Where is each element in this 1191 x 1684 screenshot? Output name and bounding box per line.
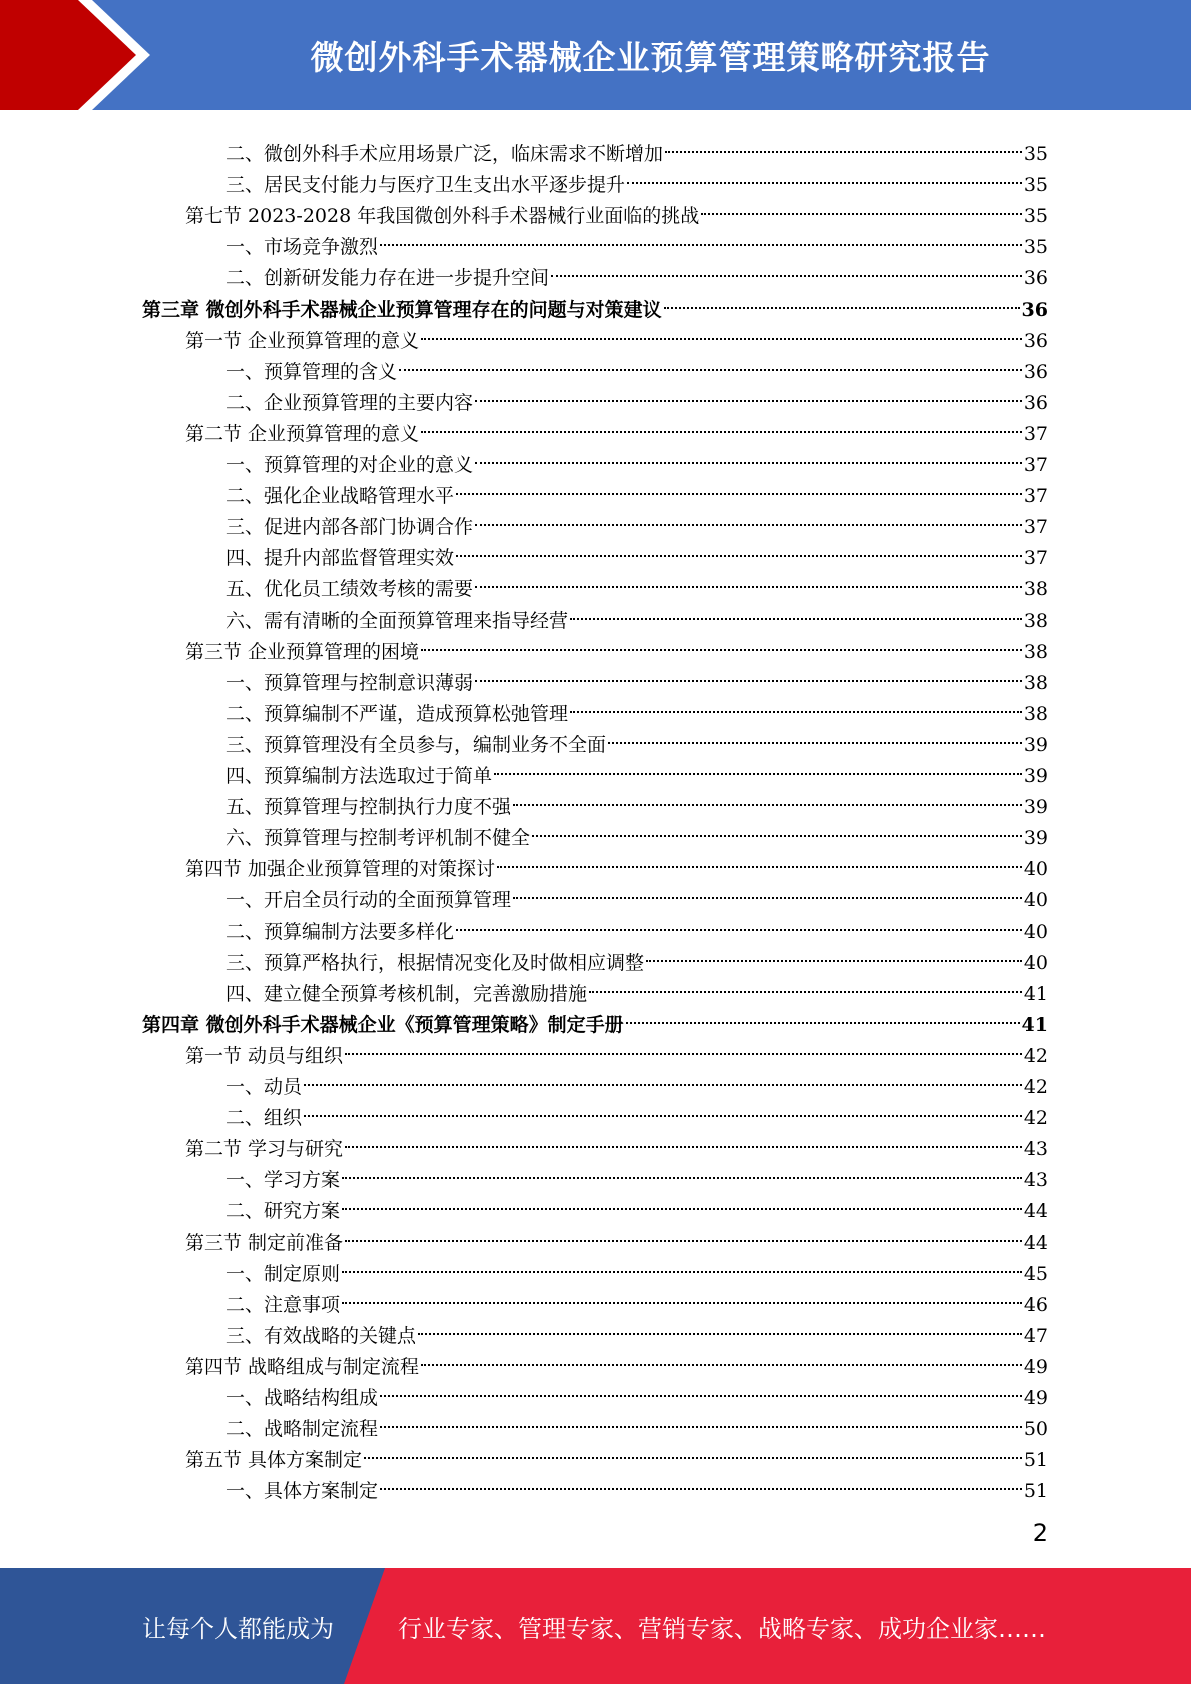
toc-subsection-entry[interactable] — [226, 253, 1048, 290]
toc-subsection-entry[interactable] — [226, 1155, 1048, 1192]
toc-dot-leader — [342, 1186, 1022, 1217]
toc-dot-leader — [345, 1218, 1022, 1249]
toc-entry-title: 第四章 微创外科手术器械企业《预算管理策略》制定手册 — [142, 1013, 624, 1036]
toc-dot-leader — [475, 658, 1022, 689]
toc-dot-leader — [475, 502, 1022, 533]
toc-entry-page: 37 — [1023, 547, 1048, 570]
report-title: 微创外科手术器械企业预算管理策略研究报告 — [310, 37, 991, 77]
toc-dot-leader — [456, 471, 1022, 502]
toc-subsection-entry[interactable] — [226, 1249, 1048, 1285]
toc-dot-leader — [345, 1124, 1022, 1155]
toc-dot-leader — [494, 751, 1022, 782]
toc-subsection-entry[interactable] — [226, 596, 1048, 632]
toc-entry-page: 36 — [1023, 267, 1048, 290]
toc-entry-page: 36 — [1023, 360, 1048, 383]
toc-entry-page: 35 — [1023, 174, 1048, 197]
toc-entry-page: 39 — [1023, 827, 1048, 850]
toc-subsection-entry[interactable] — [226, 564, 1048, 601]
toc-dot-leader — [570, 596, 1022, 627]
toc-entry-title: 第四节 加强企业预算管理的对策探讨 — [185, 858, 496, 881]
toc-subsection-entry[interactable] — [226, 502, 1048, 539]
toc-entry-title: 二、组织 — [226, 1107, 303, 1130]
toc-entry-title: 三、居民支付能力与医疗卫生支出水平逐步提升 — [226, 174, 626, 197]
toc-section-entry[interactable] — [185, 191, 1048, 228]
toc-dot-leader — [380, 1373, 1022, 1404]
toc-entry-title: 第五节 具体方案制定 — [185, 1449, 363, 1472]
toc-entry-page: 43 — [1023, 1169, 1048, 1192]
toc-entry-page: 47 — [1023, 1324, 1048, 1347]
toc-entry-title: 一、战略结构组成 — [226, 1387, 379, 1409]
toc-dot-leader — [627, 160, 1022, 191]
toc-entry-page: 39 — [1023, 765, 1048, 787]
toc-entry-page: 35 — [1023, 143, 1048, 165]
toc-subsection-entry[interactable] — [226, 1466, 1048, 1503]
toc-chapter-entry[interactable] — [142, 1000, 1048, 1036]
toc-entry-title: 二、战略制定流程 — [226, 1418, 379, 1441]
toc-entry-page: 38 — [1023, 578, 1048, 601]
toc-entry-title: 三、预算严格执行，根据情况变化及时做相应调整 — [226, 951, 645, 974]
toc-subsection-entry[interactable] — [226, 471, 1048, 508]
toc-dot-leader — [665, 129, 1022, 160]
toc-entry-title: 二、微创外科手术应用场景广泛，临床需求不断增加 — [226, 143, 664, 165]
toc-dot-leader — [304, 1093, 1022, 1124]
toc-entry-page: 42 — [1023, 1076, 1048, 1098]
toc-subsection-entry[interactable] — [226, 160, 1048, 197]
toc-entry-page: 50 — [1023, 1418, 1048, 1441]
toc-entry-title: 第二节 企业预算管理的意义 — [185, 422, 420, 445]
toc-entry-page: 51 — [1023, 1449, 1048, 1472]
toc-dot-leader — [551, 253, 1022, 284]
toc-entry-page: 41 — [1023, 982, 1048, 1005]
toc-entry-title: 第三节 企业预算管理的困境 — [185, 640, 420, 663]
toc-entry-title: 第三章 微创外科手术器械企业预算管理存在的问题与对策建议 — [142, 298, 662, 321]
toc-entry-page: 36 — [1021, 298, 1048, 321]
toc-entry-page: 45 — [1023, 1262, 1048, 1285]
toc-dot-leader — [570, 689, 1022, 720]
toc-dot-leader — [701, 191, 1022, 222]
toc-dot-leader — [380, 222, 1022, 253]
toc-entry-page: 36 — [1023, 391, 1048, 414]
toc-subsection-entry[interactable] — [226, 658, 1048, 694]
toc-entry-page: 51 — [1023, 1480, 1048, 1503]
toc-entry-title: 五、优化员工绩效考核的需要 — [226, 578, 474, 601]
toc-subsection-entry[interactable] — [226, 1280, 1048, 1316]
toc-entry-title: 二、企业预算管理的主要内容 — [226, 391, 474, 414]
toc-entry-title: 二、创新研发能力存在进一步提升空间 — [226, 267, 550, 290]
toc-dot-leader — [497, 844, 1022, 875]
toc-section-entry[interactable] — [185, 1435, 1048, 1472]
toc-subsection-entry[interactable] — [226, 1093, 1048, 1130]
toc-entry-page: 44 — [1023, 1231, 1048, 1254]
toc-section-entry[interactable] — [185, 627, 1048, 663]
toc-entry-page: 42 — [1023, 1107, 1048, 1130]
toc-subsection-entry[interactable] — [226, 129, 1048, 165]
toc-subsection-entry[interactable] — [226, 689, 1048, 725]
toc-subsection-entry[interactable] — [226, 720, 1048, 756]
toc-dot-leader — [380, 1404, 1022, 1435]
toc-dot-leader — [342, 1280, 1022, 1311]
toc-entry-title: 二、强化企业战略管理水平 — [226, 485, 455, 508]
toc-subsection-entry[interactable] — [226, 875, 1048, 912]
toc-entry-page: 43 — [1023, 1138, 1048, 1161]
toc-subsection-entry[interactable] — [226, 1062, 1048, 1098]
toc-entry-title: 第七节 2023-2028 年我国微创外科手术器械行业面临的挑战 — [185, 205, 700, 228]
toc-section-entry[interactable] — [185, 1031, 1048, 1067]
toc-dot-leader — [532, 813, 1022, 844]
toc-entry-page: 40 — [1023, 920, 1048, 943]
toc-subsection-entry[interactable] — [226, 751, 1048, 787]
toc-subsection-entry[interactable] — [226, 938, 1048, 974]
toc-subsection-entry[interactable] — [226, 347, 1048, 383]
toc-entry-page: 40 — [1023, 951, 1048, 974]
toc-dot-leader — [342, 1155, 1022, 1186]
toc-entry-title: 四、提升内部监督管理实效 — [226, 547, 455, 570]
toc-dot-leader — [664, 285, 1020, 316]
toc-entry-title: 三、促进内部各部门协调合作 — [226, 516, 474, 539]
toc-entry-page: 49 — [1023, 1387, 1048, 1409]
toc-section-entry[interactable] — [185, 1342, 1048, 1378]
toc-entry-title: 一、开启全员行动的全面预算管理 — [226, 889, 512, 912]
toc-subsection-entry[interactable] — [226, 782, 1048, 819]
toc-dot-leader — [475, 378, 1022, 409]
toc-chapter-entry[interactable] — [142, 285, 1048, 321]
toc-entry-title: 三、预算管理没有全员参与，编制业务不全面 — [226, 733, 607, 756]
toc-entry-page: 39 — [1023, 733, 1048, 756]
footer-slogan-left: 让每个人都能成为 — [142, 1614, 334, 1643]
toc-section-entry[interactable] — [185, 316, 1048, 352]
toc-subsection-entry[interactable] — [226, 1404, 1048, 1441]
toc-dot-leader — [421, 316, 1022, 347]
toc-dot-leader — [456, 533, 1022, 564]
toc-dot-leader — [380, 1466, 1022, 1497]
toc-entry-title: 一、制定原则 — [226, 1262, 341, 1285]
toc-entry-page: 41 — [1021, 1013, 1048, 1036]
toc-entry-page: 37 — [1023, 516, 1048, 539]
toc-entry-title: 第三节 制定前准备 — [185, 1231, 344, 1254]
toc-entry-title: 一、动员 — [226, 1076, 303, 1098]
toc-subsection-entry[interactable] — [226, 813, 1048, 850]
toc-entry-title: 一、预算管理的对企业的意义 — [226, 454, 474, 476]
toc-entry-page: 42 — [1023, 1044, 1048, 1067]
toc-entry-page: 38 — [1023, 702, 1048, 725]
footer-slogan-right: 行业专家、管理专家、营销专家、战略专家、成功企业家…… — [398, 1614, 1046, 1643]
toc-entry-title: 第二节 学习与研究 — [185, 1138, 344, 1161]
toc-entry-title: 二、预算编制方法要多样化 — [226, 920, 455, 943]
toc-dot-leader — [418, 1311, 1022, 1342]
toc-entry-page: 40 — [1023, 858, 1048, 881]
toc-entry-page: 36 — [1023, 329, 1048, 352]
toc-dot-leader — [626, 1000, 1020, 1031]
toc-entry-page: 37 — [1023, 454, 1048, 476]
toc-entry-title: 第一节 企业预算管理的意义 — [185, 329, 420, 352]
toc-entry-title: 一、预算管理的含义 — [226, 360, 398, 383]
toc-dot-leader — [456, 907, 1022, 938]
toc-entry-page: 39 — [1023, 796, 1048, 819]
toc-dot-leader — [475, 440, 1022, 471]
toc-dot-leader — [421, 409, 1022, 440]
toc-entry-page: 38 — [1023, 609, 1048, 632]
toc-dot-leader — [475, 564, 1022, 595]
toc-entry-page: 38 — [1023, 640, 1048, 663]
toc-dot-leader — [421, 627, 1022, 658]
page-header — [0, 0, 1191, 110]
toc-entry-page: 35 — [1023, 205, 1048, 228]
toc-subsection-entry[interactable] — [226, 1311, 1048, 1347]
toc-dot-leader — [304, 1062, 1022, 1093]
toc-dot-leader — [608, 720, 1022, 751]
toc-dot-leader — [513, 875, 1022, 906]
toc-subsection-entry[interactable] — [226, 440, 1048, 476]
toc-dot-leader — [646, 938, 1022, 969]
toc-section-entry[interactable] — [185, 1218, 1048, 1254]
toc-section-entry[interactable] — [185, 1124, 1048, 1161]
toc-entry-page: 37 — [1023, 485, 1048, 508]
toc-entry-title: 一、预算管理与控制意识薄弱 — [226, 671, 474, 694]
toc-subsection-entry[interactable] — [226, 907, 1048, 943]
toc-entry-title: 一、具体方案制定 — [226, 1480, 379, 1503]
toc-dot-leader — [342, 1249, 1022, 1280]
toc-subsection-entry[interactable] — [226, 1186, 1048, 1223]
page-number: 2 — [1032, 1519, 1048, 1547]
toc-entry-title: 六、预算管理与控制考评机制不健全 — [226, 827, 531, 850]
toc-entry-title: 二、研究方案 — [226, 1200, 341, 1223]
toc-dot-leader — [364, 1435, 1022, 1466]
toc-subsection-entry[interactable] — [226, 378, 1048, 414]
toc-entry-page: 49 — [1023, 1355, 1048, 1378]
toc-entry-title: 二、预算编制不严谨，造成预算松弛管理 — [226, 702, 569, 725]
toc-entry-page: 44 — [1023, 1200, 1048, 1223]
toc-subsection-entry[interactable] — [226, 969, 1048, 1005]
toc-entry-title: 五、预算管理与控制执行力度不强 — [226, 796, 512, 819]
toc-section-entry[interactable] — [185, 409, 1048, 445]
toc-dot-leader — [421, 1342, 1022, 1373]
toc-dot-leader — [513, 782, 1022, 813]
toc-entry-page: 46 — [1023, 1293, 1048, 1316]
toc-subsection-entry[interactable] — [226, 1373, 1048, 1409]
toc-entry-title: 第一节 动员与组织 — [185, 1044, 344, 1067]
toc-entry-page: 35 — [1023, 236, 1048, 259]
toc-entry-title: 第四节 战略组成与制定流程 — [185, 1355, 420, 1378]
toc-dot-leader — [399, 347, 1022, 378]
toc-subsection-entry[interactable] — [226, 222, 1048, 259]
toc-subsection-entry[interactable] — [226, 533, 1048, 570]
toc-entry-title: 一、市场竞争激烈 — [226, 236, 379, 259]
page-footer — [0, 1568, 1191, 1684]
toc-entry-title: 一、学习方案 — [226, 1169, 341, 1192]
toc-entry-title: 四、建立健全预算考核机制，完善激励措施 — [226, 982, 588, 1005]
toc-entry-title: 六、需有清晰的全面预算管理来指导经营 — [226, 609, 569, 632]
toc-entry-page: 37 — [1023, 422, 1048, 445]
toc-section-entry[interactable] — [185, 844, 1048, 881]
toc-entry-title: 四、预算编制方法选取过于简单 — [226, 765, 493, 787]
toc-dot-leader — [589, 969, 1022, 1000]
toc-entry-title: 二、注意事项 — [226, 1293, 341, 1316]
toc-dot-leader — [345, 1031, 1022, 1062]
toc-entry-page: 38 — [1023, 671, 1048, 694]
toc-entry-page: 40 — [1023, 889, 1048, 912]
toc-entry-title: 三、有效战略的关键点 — [226, 1324, 417, 1347]
